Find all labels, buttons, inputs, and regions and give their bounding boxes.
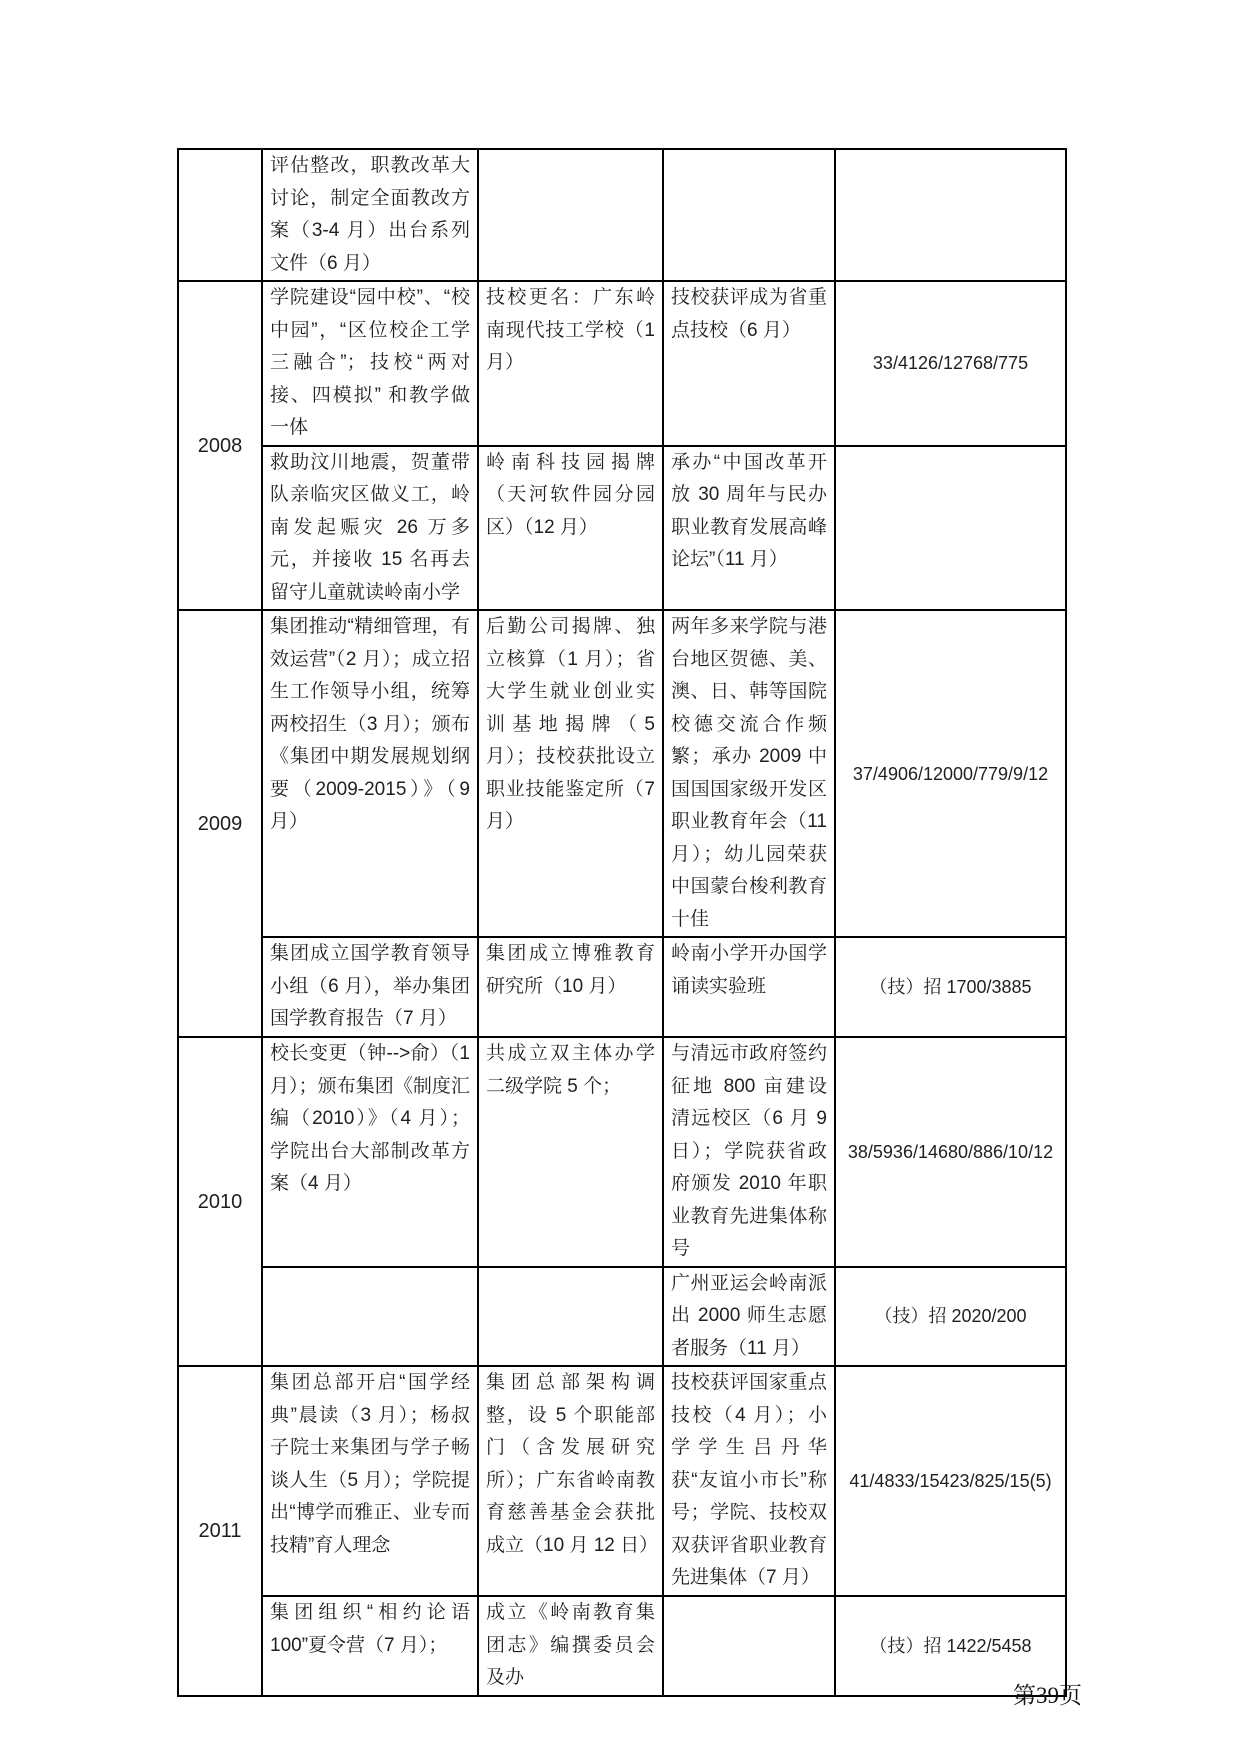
event-cell: 成立《岭南教育集团志》编撰委员会及办	[478, 1596, 663, 1696]
stats-cell: 41/4833/15423/825/15(5)	[835, 1366, 1066, 1596]
stats-cell: （技）招 1422/5458	[835, 1596, 1066, 1696]
event-cell: 两年多来学院与港台地区贺德、美、澳、日、韩等国院校德交流合作频繁；承办 2009 中国国国家级开发区职业教育年会（11 月）；幼儿园荣获中国蒙台梭利教育十佳	[663, 610, 835, 937]
table-row	[178, 610, 1066, 937]
stats-cell: （技）招 1700/3885	[835, 937, 1066, 1037]
event-cell: 集团组织“相约论语 100”夏令营（7 月）；	[262, 1596, 478, 1696]
event-cell	[478, 149, 663, 281]
table-row	[178, 1037, 1066, 1267]
table-row	[178, 1267, 1066, 1367]
event-cell: 学院建设“园中校”、“校中园”，“区位校企工学三融合”；技校“两对接、四模拟” 和教学做一体	[262, 281, 478, 446]
stats-cell: 37/4906/12000/779/9/12	[835, 610, 1066, 937]
event-cell: 承办“中国改革开放 30 周年与民办职业教育发展高峰论坛”（11 月）	[663, 446, 835, 611]
event-cell	[478, 1267, 663, 1367]
event-cell: 技校获评国家重点技校（4 月）；小学学生吕丹华获“友谊小市长”称号；学院、技校双双获评省职业教育先进集体（7 月）	[663, 1366, 835, 1596]
stats-cell: 38/5936/14680/886/10/12	[835, 1037, 1066, 1267]
event-cell: 集团推动“精细管理，有效运营”（2 月）；成立招生工作领导小组，统筹两校招生（3 月）；颁布《集团中期发展规划纲要（2009-2015）》（9 月）	[262, 610, 478, 937]
event-cell: 岭南科技园揭牌（天河软件园分园区）（12 月）	[478, 446, 663, 611]
event-cell: 后勤公司揭牌、独立核算（1 月）；省大学生就业创业实训基地揭牌（5 月）；技校获批设立职业技能鉴定所（7 月）	[478, 610, 663, 937]
event-cell: 共成立双主体办学二级学院 5 个；	[478, 1037, 663, 1267]
year-cell-2008: 2008	[178, 281, 262, 610]
event-cell: 集团总部架构调整，设 5 个职能部门（含发展研究所）；广东省岭南教育慈善基金会获批成立（10 月 12 日）	[478, 1366, 663, 1596]
year-cell-2010: 2010	[178, 1037, 262, 1366]
table-row	[178, 937, 1066, 1037]
event-cell: 校长变更（钟-->俞）（1 月）；颁布集团《制度汇编（2010）》（4 月）；学院出台大部制改革方案（4 月）	[262, 1037, 478, 1267]
year-cell-2009: 2009	[178, 610, 262, 1037]
table-row	[178, 149, 1066, 281]
stats-cell: （技）招 2020/200	[835, 1267, 1066, 1367]
table-row	[178, 446, 1066, 611]
stats-cell	[835, 446, 1066, 611]
event-cell: 与清远市政府签约征地 800 亩建设清远校区（6 月 9 日）；学院获省政府颁发 2010 年职业教育先进集体称号	[663, 1037, 835, 1267]
table-row	[178, 281, 1066, 446]
event-cell: 广州亚运会岭南派出 2000 师生志愿者服务（11 月）	[663, 1267, 835, 1367]
year-cell-2011: 2011	[178, 1366, 262, 1696]
history-timeline-table	[177, 148, 1067, 1697]
event-cell: 集团成立博雅教育研究所（10 月）	[478, 937, 663, 1037]
page-number: 第39页	[1013, 1683, 1082, 1708]
event-cell: 技校更名：广东岭南现代技工学校（1 月）	[478, 281, 663, 446]
event-cell: 救助汶川地震，贺董带队亲临灾区做义工，岭南发起赈灾 26 万多元，并接收 15 名再去留守儿童就读岭南小学	[262, 446, 478, 611]
event-cell: 集团总部开启“国学经典”晨读（3 月）；杨叔子院士来集团与学子畅谈人生（5 月）；学院提出“博学而雅正、业专而技精”育人理念	[262, 1366, 478, 1596]
event-cell	[663, 149, 835, 281]
year-cell-empty	[178, 149, 262, 281]
event-cell: 集团成立国学教育领导小组（6 月），举办集团国学教育报告（7 月）	[262, 937, 478, 1037]
event-cell: 岭南小学开办国学诵读实验班	[663, 937, 835, 1037]
event-cell	[262, 1267, 478, 1367]
table-row	[178, 1596, 1066, 1696]
stats-cell: 33/4126/12768/775	[835, 281, 1066, 446]
event-cell	[663, 1596, 835, 1696]
stats-cell	[835, 149, 1066, 281]
event-cell: 评估整改，职教改革大讨论，制定全面教改方案（3-4 月）出台系列文件（6 月）	[262, 149, 478, 281]
table-row	[178, 1366, 1066, 1596]
event-cell: 技校获评成为省重点技校（6 月）	[663, 281, 835, 446]
